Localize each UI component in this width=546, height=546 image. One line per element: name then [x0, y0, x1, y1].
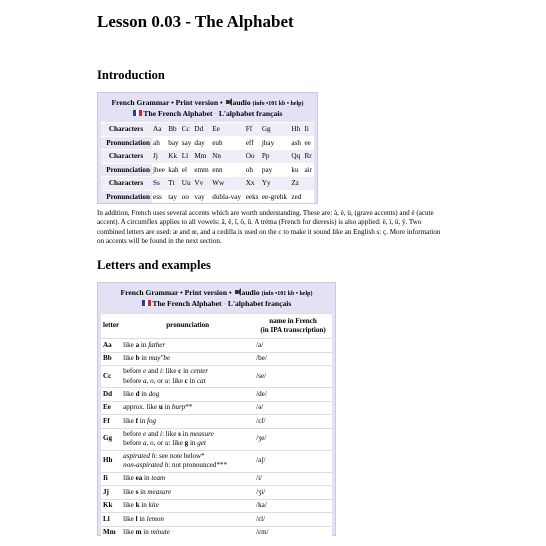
- infobox-header: [98, 98, 317, 119]
- pronunciation-text: e: [143, 367, 147, 375]
- pronunciation-text: c: [184, 376, 188, 385]
- table-row: [101, 513, 332, 527]
- pronunciation-text: in: [187, 376, 197, 385]
- ipa-cell: /ə/: [254, 401, 332, 415]
- letter-cell: Jj: [101, 486, 121, 500]
- audio-info[interactable]: (info •101 kb • help): [261, 291, 313, 297]
- title-separator: ·: [223, 299, 226, 308]
- alphabet-cell: Kk: [167, 150, 181, 164]
- alphabet-cell: Qq: [290, 150, 303, 164]
- pronunciation-text: like: [123, 501, 136, 509]
- letter-column-header: letter: [101, 314, 121, 339]
- pronunciation-text: in: [141, 528, 151, 536]
- alphabet-row-label: Pronunciation: [101, 163, 152, 177]
- pronunciation-text: in: [180, 429, 190, 438]
- pronunciation-text: a, o,: [143, 439, 156, 447]
- alphabet-title-fr: L'alphabet français: [227, 299, 292, 308]
- letters-table: [101, 313, 332, 539]
- letter-cell: Aa: [101, 339, 121, 353]
- table-row: [101, 486, 332, 500]
- speaker-icon: [235, 288, 242, 296]
- pronunciation-text: like: [123, 389, 136, 398]
- alphabet-cell: pay: [261, 163, 291, 177]
- pronunciation-text: minute: [150, 528, 170, 536]
- letter-cell: Cc: [101, 366, 121, 388]
- alphabet-row: [101, 123, 314, 137]
- pronunciation-text: team: [151, 474, 166, 482]
- pronunciation-text: u: [164, 376, 169, 385]
- table-row: [101, 388, 332, 402]
- pronunciation-text: u: [158, 403, 163, 411]
- print-version-link[interactable]: French Grammar • Print version •: [111, 98, 223, 107]
- alphabet-cell: eeks: [245, 190, 261, 203]
- pronunciation-text: before: [123, 376, 144, 385]
- alphabet-cell: Gg: [261, 123, 291, 137]
- pronunciation-text: d: [135, 389, 140, 398]
- letter-cell: Gg: [101, 428, 121, 450]
- ipa-cell: /se/: [254, 366, 332, 388]
- alphabet-cell: Vv: [193, 177, 211, 191]
- alphabet-cell: ash: [290, 136, 303, 150]
- ipa-cell: /ʒi/: [254, 486, 332, 500]
- pronunciation-text: like: [123, 474, 136, 482]
- alphabet-cell: day: [193, 136, 211, 150]
- alphabet-cell: vay: [193, 190, 211, 203]
- ipa-cell: /a/: [254, 339, 332, 353]
- ipa-cell: /ɛl/: [254, 513, 332, 527]
- alphabet-cell: air: [303, 163, 314, 177]
- ipa-cell: /ka/: [254, 499, 332, 513]
- pronunciation-text: e: [143, 429, 147, 438]
- table-row: [101, 339, 332, 353]
- ipa-header-line2: (in IPA transcription): [260, 326, 326, 334]
- title-separator: ·: [214, 109, 217, 118]
- pronunciation-text: like: [123, 416, 136, 425]
- alphabet-cell: Jj: [152, 150, 167, 164]
- alphabet-cell: [303, 190, 314, 203]
- pronunciation-text: may"be: [148, 354, 171, 362]
- introduction-heading: Introduction: [97, 68, 165, 82]
- alphabet-row: [101, 163, 314, 177]
- alphabet-row: [101, 177, 314, 191]
- alphabet-cell: Cc: [181, 123, 194, 137]
- audio-link[interactable]: audio: [241, 288, 260, 297]
- ipa-cell: /be/: [254, 352, 332, 366]
- alphabet-cell: enn: [211, 163, 245, 177]
- pronunciation-text: kite: [148, 501, 159, 509]
- french-flag-icon: [142, 300, 151, 306]
- pronunciation-text: : not pronounced***: [168, 461, 227, 469]
- pronunciation-text: cat: [196, 376, 206, 385]
- alphabet-cell: ee-grehk: [261, 190, 291, 203]
- alphabet-cell: Aa: [152, 123, 167, 137]
- pronunciation-text: or: [155, 376, 165, 385]
- pronunciation-cell: [121, 401, 254, 415]
- pronunciation-text: measure: [147, 487, 172, 496]
- alphabet-cell: Ff: [245, 123, 261, 137]
- alphabet-cell: Ss: [152, 177, 167, 191]
- pronunciation-text: fog: [147, 416, 157, 425]
- pronunciation-cell: [121, 526, 254, 539]
- pronunciation-text: in: [138, 487, 148, 496]
- pronunciation-text: in: [137, 514, 147, 523]
- pronunciation-text: s: [135, 487, 139, 496]
- alphabet-cell: Ii: [303, 123, 314, 137]
- pronunciation-text: before: [123, 429, 144, 438]
- pronunciation-text: in: [139, 340, 149, 349]
- pronunciation-text: k: [135, 501, 140, 509]
- pronunciation-text: aspirated h: [123, 451, 156, 460]
- page-title: Lesson 0.03 - The Alphabet: [97, 12, 294, 31]
- letters-table-header: [101, 314, 332, 339]
- table-row: [101, 526, 332, 539]
- table-row: [101, 472, 332, 486]
- alphabet-cell: ku: [290, 163, 303, 177]
- alphabet-cell: emm: [193, 163, 211, 177]
- pronunciation-text: approx. like: [123, 403, 159, 411]
- alphabet-row-label: Characters: [101, 150, 152, 164]
- letter-cell: Dd: [101, 388, 121, 402]
- alphabet-cell: tay: [167, 190, 181, 203]
- alphabet-row: [101, 150, 314, 164]
- alphabet-cell: Pp: [261, 150, 291, 164]
- alphabet-cell: zed: [290, 190, 303, 203]
- audio-info[interactable]: (info •101 kb • help): [252, 101, 304, 107]
- pronunciation-cell: [121, 486, 254, 500]
- table-row: [101, 415, 332, 429]
- alphabet-cell: oh: [245, 163, 261, 177]
- pronunciation-text: center: [190, 367, 209, 375]
- pronunciation-text: or: [155, 439, 165, 447]
- pronunciation-cell: [121, 513, 254, 527]
- alphabet-cell: Bb: [167, 123, 181, 137]
- alphabet-cell: jhay: [261, 136, 291, 150]
- alphabet-cell: euh: [211, 136, 245, 150]
- pronunciation-cell: [121, 472, 254, 486]
- pronunciation-cell: [121, 428, 254, 450]
- alphabet-cell: jhee: [152, 163, 167, 177]
- pronunciation-text: like: [123, 487, 136, 496]
- pronunciation-text: before: [123, 367, 144, 375]
- pronunciation-text: in: [139, 501, 149, 509]
- intro-paragraph: In addition, French uses several accents which are worth understanding. These are: à, è, ù, (grave accents) and é (acute accent). A circumflex applies to all vowels: â, ê, î, ô, û. A tréma (French for dieresis) is also applied: ë, ï, ü, ÿ. Two combined letters are used: æ and œ, and a cedilla is used on the c to make it sound like an English s: ç. More information on accents will be found in the next section.: [97, 209, 441, 245]
- alphabet-row-label: Characters: [101, 177, 152, 191]
- alphabet-cell: eff: [245, 136, 261, 150]
- pronunciation-text: in: [181, 367, 191, 375]
- table-row: [101, 366, 332, 388]
- alphabet-row-label: Characters: [101, 123, 152, 137]
- pronunciation-text: ea: [135, 474, 143, 482]
- pronunciation-text: in: [139, 354, 149, 362]
- pronunciation-text: i: [160, 429, 162, 438]
- pronunciation-text: f: [135, 416, 138, 425]
- letter-cell: Hh: [101, 450, 121, 472]
- alphabet-row: [101, 190, 314, 203]
- infobox-header-line1: [98, 288, 335, 299]
- pronunciation-text: get: [197, 439, 206, 447]
- alphabet-cell: Xx: [245, 177, 261, 191]
- infobox-header: [98, 288, 335, 309]
- alphabet-cell: dubla-vay: [211, 190, 245, 203]
- pronunciation-cell: [121, 339, 254, 353]
- letter-cell: Ii: [101, 472, 121, 486]
- pronunciation-cell: [121, 450, 254, 472]
- pronunciation-text: in: [162, 403, 172, 411]
- pronunciation-text: measure: [189, 429, 214, 438]
- alphabet-cell: oo: [181, 190, 194, 203]
- pronunciation-text: b: [135, 354, 140, 362]
- pronunciation-text: i: [160, 367, 162, 375]
- table-row: [101, 352, 332, 366]
- pronunciation-text: a, o,: [143, 376, 156, 385]
- pronunciation-text: s: [178, 429, 181, 438]
- alphabet-cell: Rr: [303, 150, 314, 164]
- alphabet-cell: Mm: [193, 150, 211, 164]
- ipa-cell: /i/: [254, 472, 332, 486]
- pronunciation-cell: [121, 352, 254, 366]
- letter-cell: Ll: [101, 513, 121, 527]
- alphabet-title-en: The French Alphabet: [152, 299, 222, 308]
- letter-cell: Bb: [101, 352, 121, 366]
- alphabet-cell: el: [181, 163, 194, 177]
- pronunciation-text: in: [142, 474, 152, 482]
- ipa-cell: /ɛm/: [254, 526, 332, 539]
- alphabet-infobox: [97, 92, 318, 204]
- alphabet-cell: [303, 177, 314, 191]
- alphabet-cell: Hh: [290, 123, 303, 137]
- alphabet-cell: bay: [167, 136, 181, 150]
- pronunciation-text: : like: [168, 439, 185, 447]
- ipa-header-line1: name in French: [269, 316, 317, 325]
- infobox-header-line2: [98, 299, 335, 309]
- pronunciation-text: before: [123, 439, 144, 447]
- alphabet-title-en: The French Alphabet: [143, 109, 213, 118]
- pronunciation-text: and: [146, 367, 160, 375]
- print-version-link[interactable]: French Grammar • Print version •: [120, 288, 232, 297]
- letter-cell: Ff: [101, 415, 121, 429]
- pronunciation-text: l: [135, 514, 138, 523]
- pronunciation-text: like: [123, 354, 136, 362]
- letters-infobox: [97, 282, 336, 536]
- alphabet-cell: Dd: [193, 123, 211, 137]
- pronunciation-text: dog: [148, 389, 160, 398]
- table-row: [101, 428, 332, 450]
- table-row: [101, 499, 332, 513]
- alphabet-row-label: Pronunciation: [101, 190, 152, 203]
- pronunciation-text: m: [135, 528, 142, 536]
- alphabet-cell: say: [181, 136, 194, 150]
- ipa-cell: /aʃ/: [254, 450, 332, 472]
- pronunciation-cell: [121, 388, 254, 402]
- french-flag-icon: [133, 110, 142, 116]
- pronunciation-text: : like: [161, 429, 179, 438]
- pronunciation-cell: [121, 499, 254, 513]
- pronunciation-text: in: [188, 439, 198, 447]
- ipa-cell: /ɛf/: [254, 415, 332, 429]
- ipa-cell: /de/: [254, 388, 332, 402]
- alphabet-cell: Yy: [261, 177, 291, 191]
- alphabet-row: [101, 136, 314, 150]
- alphabet-cell: ah: [152, 136, 167, 150]
- pronunciation-text: in: [137, 416, 148, 425]
- alphabet-title-fr: L'alphabet français: [218, 109, 283, 118]
- speaker-icon: [226, 98, 233, 106]
- alphabet-cell: Uu: [181, 177, 194, 191]
- alphabet-cell: Oo: [245, 150, 261, 164]
- pronunciation-text: like: [123, 514, 136, 523]
- alphabet-cell: Tt: [167, 177, 181, 191]
- pronunciation-text: and: [146, 429, 160, 438]
- pronunciation-text: father: [148, 340, 166, 349]
- pronunciation-cell: [121, 415, 254, 429]
- ipa-column-header: [254, 314, 332, 339]
- pronunciation-text: c: [178, 367, 182, 375]
- pronunciation-text: like: [123, 340, 136, 349]
- alphabet-cell: kah: [167, 163, 181, 177]
- pronunciation-text: : like: [161, 367, 179, 375]
- alphabet-table: [101, 122, 314, 203]
- pronunciation-text: u: [164, 439, 169, 447]
- pronunciation-cell: [121, 366, 254, 388]
- alphabet-cell: Ee: [211, 123, 245, 137]
- pronunciation-text: : like: [168, 376, 185, 385]
- alphabet-cell: ee: [303, 136, 314, 150]
- pronunciation-text: : see note below*: [155, 451, 205, 460]
- alphabet-row-label: Pronunciation: [101, 136, 152, 150]
- ipa-cell: /ʒe/: [254, 428, 332, 450]
- letter-cell: Kk: [101, 499, 121, 513]
- letter-cell: Mm: [101, 526, 121, 539]
- pronunciation-text: non-aspirated h: [123, 461, 169, 469]
- infobox-header-line1: [98, 98, 317, 109]
- letters-heading: Letters and examples: [97, 258, 211, 272]
- infobox-header-line2: [98, 109, 317, 119]
- pronunciation-column-header: pronunciation: [121, 314, 254, 339]
- pronunciation-text: in: [139, 389, 149, 398]
- pronunciation-text: like: [123, 528, 136, 536]
- pronunciation-text: burp: [171, 403, 186, 411]
- pronunciation-text: **: [185, 403, 193, 411]
- alphabet-cell: Zz: [290, 177, 303, 191]
- table-row: [101, 450, 332, 472]
- pronunciation-text: g: [184, 439, 189, 447]
- letter-cell: Ee: [101, 401, 121, 415]
- pronunciation-text: a: [135, 340, 140, 349]
- alphabet-cell: Nn: [211, 150, 245, 164]
- alphabet-cell: Ll: [181, 150, 194, 164]
- alphabet-cell: Ww: [211, 177, 245, 191]
- pronunciation-text: lemon: [146, 514, 164, 523]
- alphabet-cell: ess: [152, 190, 167, 203]
- audio-link[interactable]: audio: [232, 98, 251, 107]
- table-row: [101, 401, 332, 415]
